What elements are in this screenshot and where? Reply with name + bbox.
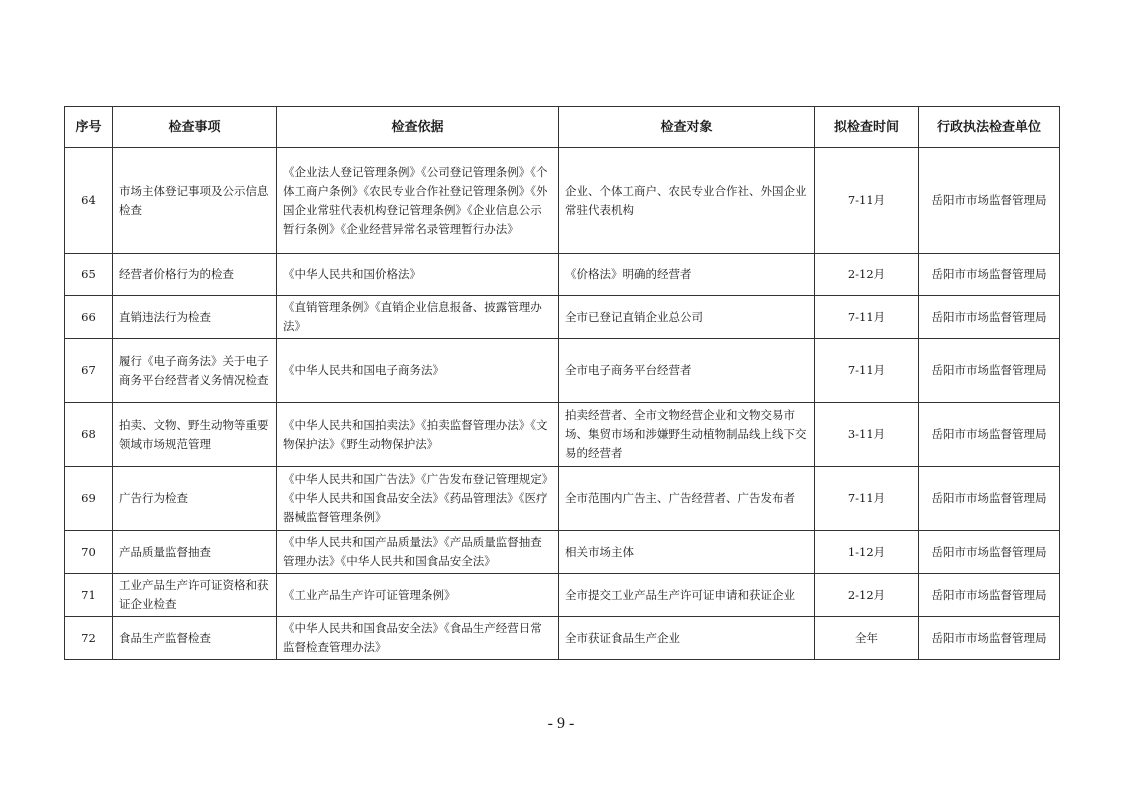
cell-inspection-target: 全市范围内广告主、广告经营者、广告发布者 [559, 467, 815, 531]
cell-inspection-item: 拍卖、文物、野生动物等重要领域市场规范管理 [113, 403, 277, 467]
cell-serial-number: 65 [65, 254, 113, 296]
cell-serial-number: 64 [65, 148, 113, 254]
cell-inspection-basis: 《中华人民共和国广告法》《广告发布登记管理规定》《中华人民共和国食品安全法》《药品管理法》《医疗器械监督管理条例》 [277, 467, 559, 531]
cell-inspection-target: 拍卖经营者、全市文物经营企业和文物交易市场、集贸市场和涉嫌野生动植物制品线上线下交易的经营者 [559, 403, 815, 467]
cell-planned-time: 7-11月 [815, 148, 919, 254]
cell-inspecting-unit: 岳阳市市场监督管理局 [919, 339, 1060, 403]
cell-planned-time: 7-11月 [815, 339, 919, 403]
cell-inspection-item: 食品生产监督检查 [113, 617, 277, 660]
table-row [65, 617, 1060, 660]
cell-inspection-basis: 《中华人民共和国电子商务法》 [277, 339, 559, 403]
cell-inspection-basis: 《中华人民共和国拍卖法》《拍卖监督管理办法》《文物保护法》《野生动物保护法》 [277, 403, 559, 467]
table-header-row [65, 107, 1060, 148]
cell-planned-time: 1-12月 [815, 531, 919, 574]
cell-inspecting-unit: 岳阳市市场监督管理局 [919, 467, 1060, 531]
cell-inspection-item: 市场主体登记事项及公示信息检查 [113, 148, 277, 254]
cell-inspection-target: 企业、个体工商户、农民专业合作社、外国企业常驻代表机构 [559, 148, 815, 254]
table-row [65, 403, 1060, 467]
table-row [65, 296, 1060, 339]
cell-inspection-item: 经营者价格行为的检查 [113, 254, 277, 296]
cell-inspection-item: 广告行为检查 [113, 467, 277, 531]
cell-inspection-target: 全市获证食品生产企业 [559, 617, 815, 660]
cell-serial-number: 70 [65, 531, 113, 574]
cell-inspecting-unit: 岳阳市市场监督管理局 [919, 148, 1060, 254]
cell-serial-number: 68 [65, 403, 113, 467]
cell-inspection-item: 产品质量监督抽查 [113, 531, 277, 574]
cell-inspection-basis: 《企业法人登记管理条例》《公司登记管理条例》《个体工商户条例》《农民专业合作社登记管理条例》《外国企业常驻代表机构登记管理条例》《企业信息公示暂行条例》《企业经营异常名录管理暂行办法》 [277, 148, 559, 254]
table-row [65, 254, 1060, 296]
cell-planned-time: 3-11月 [815, 403, 919, 467]
cell-inspecting-unit: 岳阳市市场监督管理局 [919, 296, 1060, 339]
table-row [65, 339, 1060, 403]
cell-inspection-item: 直销违法行为检查 [113, 296, 277, 339]
cell-planned-time: 7-11月 [815, 467, 919, 531]
header-inspection-basis: 检查依据 [277, 107, 559, 148]
cell-inspection-item: 履行《电子商务法》关于电子商务平台经营者义务情况检查 [113, 339, 277, 403]
page-number: - 9 - [547, 715, 575, 732]
table-row [65, 148, 1060, 254]
table-row [65, 574, 1060, 617]
cell-inspection-basis: 《中华人民共和国价格法》 [277, 254, 559, 296]
cell-inspection-target: 全市已登记直销企业总公司 [559, 296, 815, 339]
header-inspecting-unit: 行政执法检查单位 [919, 107, 1060, 148]
cell-inspection-item: 工业产品生产许可证资格和获证企业检查 [113, 574, 277, 617]
cell-serial-number: 67 [65, 339, 113, 403]
cell-serial-number: 71 [65, 574, 113, 617]
cell-serial-number: 69 [65, 467, 113, 531]
cell-inspection-target: 《价格法》明确的经营者 [559, 254, 815, 296]
cell-inspecting-unit: 岳阳市市场监督管理局 [919, 531, 1060, 574]
table-row [65, 531, 1060, 574]
cell-inspection-basis: 《工业产品生产许可证管理条例》 [277, 574, 559, 617]
cell-inspection-target: 相关市场主体 [559, 531, 815, 574]
cell-inspecting-unit: 岳阳市市场监督管理局 [919, 617, 1060, 660]
cell-inspecting-unit: 岳阳市市场监督管理局 [919, 574, 1060, 617]
table-row [65, 467, 1060, 531]
cell-inspecting-unit: 岳阳市市场监督管理局 [919, 403, 1060, 467]
cell-inspection-basis: 《直销管理条例》《直销企业信息报备、披露管理办法》 [277, 296, 559, 339]
inspection-plan-table [64, 106, 1060, 660]
cell-planned-time: 全年 [815, 617, 919, 660]
header-inspection-target: 检查对象 [559, 107, 815, 148]
cell-inspecting-unit: 岳阳市市场监督管理局 [919, 254, 1060, 296]
cell-inspection-basis: 《中华人民共和国食品安全法》《食品生产经营日常监督检查管理办法》 [277, 617, 559, 660]
header-planned-time: 拟检查时间 [815, 107, 919, 148]
cell-planned-time: 7-11月 [815, 296, 919, 339]
cell-inspection-target: 全市电子商务平台经营者 [559, 339, 815, 403]
cell-inspection-target: 全市提交工业产品生产许可证申请和获证企业 [559, 574, 815, 617]
cell-serial-number: 72 [65, 617, 113, 660]
cell-planned-time: 2-12月 [815, 254, 919, 296]
header-inspection-item: 检查事项 [113, 107, 277, 148]
cell-planned-time: 2-12月 [815, 574, 919, 617]
header-serial-number: 序号 [65, 107, 113, 148]
cell-inspection-basis: 《中华人民共和国产品质量法》《产品质量监督抽查管理办法》《中华人民共和国食品安全法》 [277, 531, 559, 574]
cell-serial-number: 66 [65, 296, 113, 339]
